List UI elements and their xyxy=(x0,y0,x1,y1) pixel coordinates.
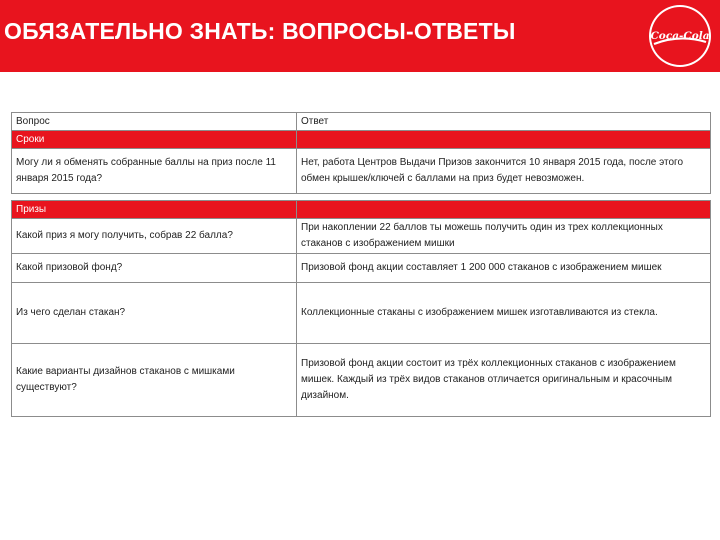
section-title-filler xyxy=(297,131,711,149)
qa-table xyxy=(11,112,711,417)
table-row xyxy=(12,219,711,254)
question-cell: Какие варианты дизайнов стаканов с мишками существуют? xyxy=(12,344,297,417)
column-header-question: Вопрос xyxy=(12,113,297,131)
question-cell: Могу ли я обменять собранные баллы на приз после 11 января 2015 года? xyxy=(12,149,297,194)
logo-text: Coca-Cola xyxy=(650,30,710,42)
section-gap xyxy=(12,194,711,201)
page-title: ОБЯЗАТЕЛЬНО ЗНАТЬ: ВОПРОСЫ-ОТВЕТЫ xyxy=(4,18,516,44)
section-row-terms xyxy=(12,131,711,149)
answer-cell: Призовой фонд акции состоит из трёх коллекционных стаканов с изображением мишек. Каждый из трёх видов стаканов отличается оригинальным и красочным дизайном. xyxy=(297,344,711,417)
coca-cola-logo xyxy=(648,4,712,68)
answer-cell: При накоплении 22 баллов ты можешь получить один из трех коллекционных стаканов с изображением мишки xyxy=(297,219,711,254)
question-cell: Какой призовой фонд? xyxy=(12,254,297,283)
section-title: Сроки xyxy=(12,131,297,149)
table-row xyxy=(12,254,711,283)
table-row xyxy=(12,283,711,344)
table-row xyxy=(12,344,711,417)
header-bar xyxy=(0,0,720,72)
section-row-prizes xyxy=(12,201,711,219)
section-title-filler xyxy=(297,201,711,219)
question-cell: Из чего сделан стакан? xyxy=(12,283,297,344)
table-row xyxy=(12,149,711,194)
answer-cell: Коллекционные стаканы с изображением мишек изготавливаются из стекла. xyxy=(297,283,711,344)
answer-cell: Нет, работа Центров Выдачи Призов закончится 10 января 2015 года, после этого обмен крышек/ключей с баллами на приз будет невозможен. xyxy=(297,149,711,194)
table-header-row xyxy=(12,113,711,131)
answer-cell: Призовой фонд акции составляет 1 200 000 стаканов с изображением мишек xyxy=(297,254,711,283)
question-cell: Какой приз я могу получить, собрав 22 балла? xyxy=(12,219,297,254)
column-header-answer: Ответ xyxy=(297,113,711,131)
section-title: Призы xyxy=(12,201,297,219)
